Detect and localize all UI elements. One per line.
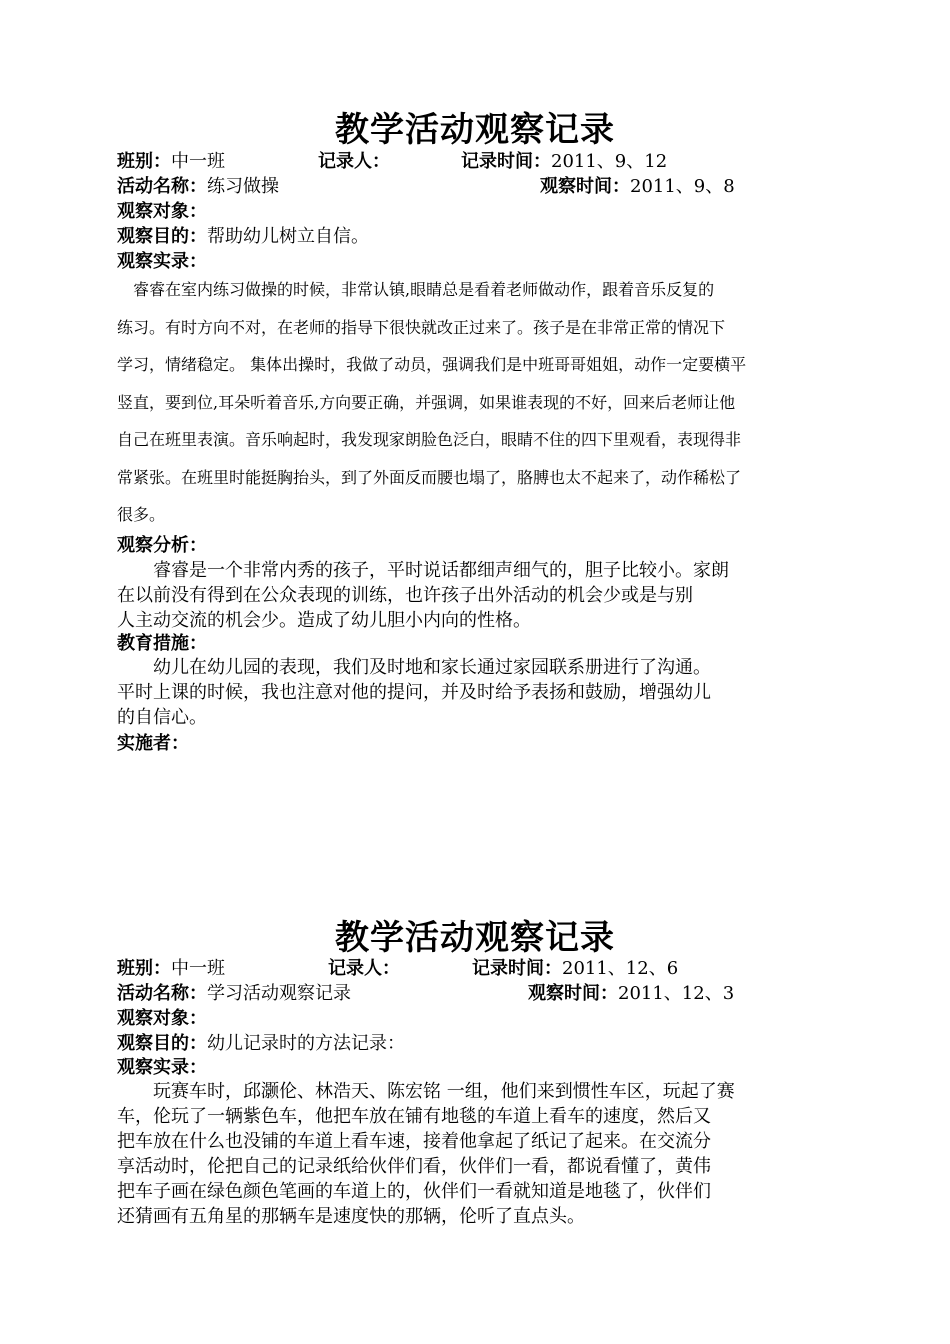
purpose-row bbox=[117, 226, 369, 248]
analysis-line: 在以前没有得到在公众表现的训练，也许孩子出外活动的机会少或是与别 bbox=[117, 585, 693, 606]
activity-row bbox=[117, 176, 279, 198]
recorder-label: 记录人： bbox=[318, 151, 390, 172]
activity-value: 练习做操 bbox=[207, 176, 279, 197]
facts-line: 把车子画在绿色颜色笔画的车道上的，伙伴们一看就知道是地毯了，伙伴们 bbox=[117, 1181, 711, 1202]
observe-time-value: 2011、12、3 bbox=[618, 983, 735, 1004]
purpose-row bbox=[117, 1033, 405, 1055]
analysis-line: 人主动交流的机会少。造成了幼儿胆小内向的性格。 bbox=[117, 610, 531, 631]
record-time bbox=[472, 958, 678, 980]
purpose-value: 帮助幼儿树立自信。 bbox=[207, 226, 369, 247]
facts-line: 把车放在什么也没铺的车道上看车速，接着他拿起了纸记了起来。在交流分 bbox=[117, 1131, 711, 1152]
record-time-label: 记录时间： bbox=[472, 958, 562, 979]
facts-label: 观察实录： bbox=[117, 251, 207, 272]
facts-paragraph bbox=[117, 271, 837, 534]
class-label: 班别： bbox=[117, 958, 171, 979]
facts-line: 很多。 bbox=[117, 505, 166, 524]
facts-paragraph bbox=[117, 1079, 837, 1229]
observe-time-label: 观察时间： bbox=[528, 983, 618, 1004]
measures-label: 教育措施： bbox=[117, 633, 207, 654]
record-time-label: 记录时间： bbox=[461, 151, 551, 172]
observe-time bbox=[540, 176, 735, 198]
analysis-label: 观察分析： bbox=[117, 535, 207, 556]
activity-label: 活动名称： bbox=[117, 176, 207, 197]
purpose-label: 观察目的： bbox=[117, 1033, 207, 1054]
class-value: 中一班 bbox=[171, 151, 225, 172]
record2-class-row bbox=[117, 958, 225, 980]
record1-title: 教学活动观察记录 bbox=[335, 110, 615, 150]
measures-line: 幼儿在幼儿园的表现，我们及时地和家长通过家园联系册进行了沟通。 bbox=[117, 657, 711, 678]
facts-line: 享活动时，伦把自己的记录纸给伙伴们看，伙伴们一看，都说看懂了，黄伟 bbox=[117, 1156, 711, 1177]
measures-paragraph bbox=[117, 655, 837, 730]
record-time bbox=[461, 151, 667, 173]
measures-line: 平时上课的时候，我也注意对他的提问，并及时给予表扬和鼓励，增强幼儿 bbox=[117, 682, 711, 703]
observe-time-label: 观察时间： bbox=[540, 176, 630, 197]
record2-title: 教学活动观察记录 bbox=[335, 918, 615, 958]
recorder-label: 记录人： bbox=[328, 958, 400, 979]
facts-line: 玩赛车时，邱灏伦、林浩天、陈宏铭 一组，他们来到惯性车区，玩起了赛 bbox=[117, 1081, 735, 1102]
subject-label: 观察对象： bbox=[117, 201, 207, 222]
record-time-value: 2011、12、6 bbox=[562, 958, 679, 979]
facts-line: 自己在班里表演。音乐响起时，我发现家朗脸色泛白，眼睛不住的四下里观看，表现得非 bbox=[117, 430, 742, 449]
facts-line: 学习，情绪稳定。 集体出操时，我做了动员，强调我们是中班哥哥姐姐，动作一定要横平 bbox=[117, 355, 747, 374]
facts-line: 练习。有时方向不对，在老师的指导下很快就改正过来了。孩子是在非常正常的情况下 bbox=[117, 317, 726, 337]
implementer-label: 实施者： bbox=[117, 733, 189, 754]
facts-line: 车，伦玩了一辆紫色车，他把车放在铺有地毯的车道上看车的速度，然后又 bbox=[117, 1106, 711, 1127]
observe-time-value: 2011、9、8 bbox=[630, 176, 735, 197]
facts-line: 还猜画有五角星的那辆车是速度快的那辆，伦听了直点头。 bbox=[117, 1206, 585, 1227]
class-label: 班别： bbox=[117, 151, 171, 172]
subject-label: 观察对象： bbox=[117, 1008, 207, 1029]
facts-line: 常紧张。在班里时能挺胸抬头，到了外面反而腰也塌了，胳膊也太不起来了，动作稀松了 bbox=[117, 467, 742, 487]
facts-label: 观察实录： bbox=[117, 1057, 207, 1078]
class-value: 中一班 bbox=[171, 958, 225, 979]
record1-class-row bbox=[117, 151, 225, 173]
measures-line: 的自信心。 bbox=[117, 707, 207, 728]
facts-line: 竖直，要到位,耳朵听着音乐,方向要正确，并强调，如果谁表现的不好，回来后老师让他 bbox=[117, 392, 736, 412]
activity-label: 活动名称： bbox=[117, 983, 207, 1004]
purpose-value: 幼儿记录时的方法记录： bbox=[207, 1033, 405, 1054]
observe-time bbox=[528, 983, 734, 1005]
analysis-line: 睿睿是一个非常内秀的孩子，平时说话都细声细气的，胆子比较小。家朗 bbox=[117, 560, 729, 581]
purpose-label: 观察目的： bbox=[117, 226, 207, 247]
facts-line: 睿睿在室内练习做操的时候，非常认镇,眼睛总是看着老师做动作，跟着音乐反复的 bbox=[117, 280, 715, 299]
record-time-value: 2011、9、12 bbox=[551, 151, 668, 172]
activity-value: 学习活动观察记录 bbox=[207, 983, 351, 1004]
analysis-paragraph bbox=[117, 558, 837, 633]
activity-row bbox=[117, 983, 351, 1005]
